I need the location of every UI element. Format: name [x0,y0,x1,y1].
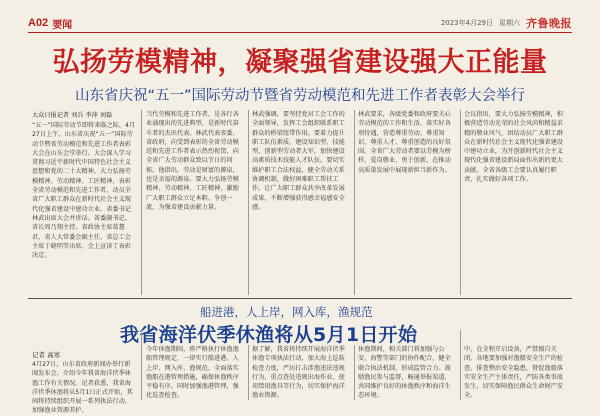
story1-column-1 [32,110,136,295]
story2-byline: 记者 高寒 [32,351,61,359]
story1-paragraph: 林武强调，要坚持党对工会工作的全面领导，发挥工会组织联系职工群众的桥梁纽带作用。要着力提升职工队伍素质，建设知识型、技能型、创新型劳动者大军，加快建设高素质技术技能人才队伍。要切实维护职工合法权益，健全劳动关系协调机制，做好困难职工帮扶工作，让广大职工群众共享改革发展成果，不断增强获得感幸福感安全感。 [252,111,345,211]
story2-paragraph: 中，在全程开启设备，严禁擅自关闭。各地要加强对渔船安全生产的检查，排查整治安全隐患，督促渔船落实安全生产主体责任，严防各类事故发生，切实保障渔民群众生命财产安全。 [464,346,563,400]
masthead [28,14,572,33]
story2-paragraph: 据了解，我省将持续开展海洋伏季休渔专项执法行动，加大海上巡航检查力度，严厉打击涉渔违法违规行为，重点查处违规出海作业、使用禁用渔具等行为，切实保护海洋渔业资源。 [252,346,345,400]
story1-paragraph: 会议指出，要大力弘扬劳模精神，积极营造劳动光荣的社会风尚和精益求精的敬业风气，团结动员广大职工群众在新时代社会主义现代化强省建设中建功立业，为开创新时代社会主义现代化强省建设新局面作出新的更大贡献。全省各级工会要认真履行职责，扎实做好各项工作。 [464,111,563,184]
column-divider [354,110,355,295]
story2-paragraph: 休渔期间，相关部门将加强与公安、海警等部门的协作配合，健全联合执法机制，形成监管合力。鼓励渔民参与监督，畅通举报渠道，共同维护良好的休渔秩序和海洋生态环境。 [358,346,451,400]
story1-paragraph: “五一”国际劳动节即将来临之际，4月27日上午，山东省庆祝“五一”国际劳动节暨省劳动模范和先进工作者表彰大会在山东会堂举行。大会深入学习贯彻习近平新时代中国特色社会主义思想和党的二十大精神，大力弘扬劳模精神、劳动精神、工匠精神，表彰全省劳动模范和先进工作者，动员全省广大职工群众在新时代社会主义现代化强省建设中建功立业。省委书记林武出席大会并讲话。省委副书记、省长周乃翔主持。省政协主席葛慧君，省人大常委会副主任、省总工会主席于晓明等出席。会上宣读了表彰决定。 [32,122,136,260]
story1-paragraph: 当代劳模和先进工作者，是各行各业涌现出的先进典型，是新时代奋斗者的杰出代表。林武代表省委、省政府，向受到表彰的全省劳动模范和先进工作者表示热烈祝贺，向全省广大劳动群众致以节日的问候。他指出，劳动是财富的源泉，也是幸福的源泉。要大力弘扬劳模精神、劳动精神、工匠精神，激励广大职工群众立足本职、争创一流，为强省建设贡献力量。 [146,111,239,211]
story2-paragraph: 今年休渔期间，将严格执行休渔渔船管理规定，一律实行船进港、人上岸、网入库、渔规范，全面落实渔船在港管理措施，确保休渔秩序平稳有序。同时加强渔港管理，强化巡查检查。 [146,346,239,400]
issue-date: 2023年4月29日 [440,19,493,27]
column-divider [141,330,142,400]
story2-column-1 [32,360,136,415]
column-divider [354,345,355,400]
story1-column-4 [358,110,456,295]
column-divider [141,110,142,295]
story1-column-3 [252,110,350,295]
newspaper-logo: 齐鲁晚报 [526,17,572,30]
issue-weekday: 星期六 [499,19,520,27]
story1-column-5 [464,110,568,295]
column-divider [460,110,461,295]
story2-column-2 [146,345,244,400]
masthead-right [441,15,572,31]
story2-headline: 我省海洋伏季休渔将从5月1日开始 [120,324,418,346]
main-subheadline: 山东省庆祝“五一”国际劳动节暨省劳动模范和先进工作者表彰大会举行 [74,88,526,104]
story2-kicker: 船进港，人上岸，网入库，渔规范 [200,305,373,319]
story1-column-2 [146,110,244,295]
column-divider [460,330,461,400]
column-divider [248,110,249,295]
story2-paragraph: 4月27日，山东省政府新闻办举行新闻发布会，介绍今年我省海洋伏季休渔工作有关情况。记者获悉，我省海洋伏季休渔将从5月1日正式开始，其间将持续组织开展一系列执法行动，加强渔业资源养护。 [32,361,133,415]
page-number: A02 [28,17,49,29]
story1-byline: 大众日报记者 刘兵 李萍 刘磊 [32,112,113,119]
story2-column-4 [358,345,456,400]
column-divider [248,345,249,400]
story2-column-5 [464,345,568,400]
main-headline: 弘扬劳模精神，凝聚强省建设强大正能量 [52,47,548,78]
section-name: 要闻 [52,19,73,31]
story-separator [28,298,572,299]
story2-column-3 [252,345,350,400]
story1-paragraph: 林武要求，各级党委和政府要关心劳动模范的工作和生活，落实好各项待遇，营造尊重劳动、尊重知识、尊重人才、尊重创造的良好氛围。全省广大劳动者要以劳模为榜样，爱岗敬业、勇于创新，在推动高质量发展中展现新担当新作为。 [358,111,451,174]
